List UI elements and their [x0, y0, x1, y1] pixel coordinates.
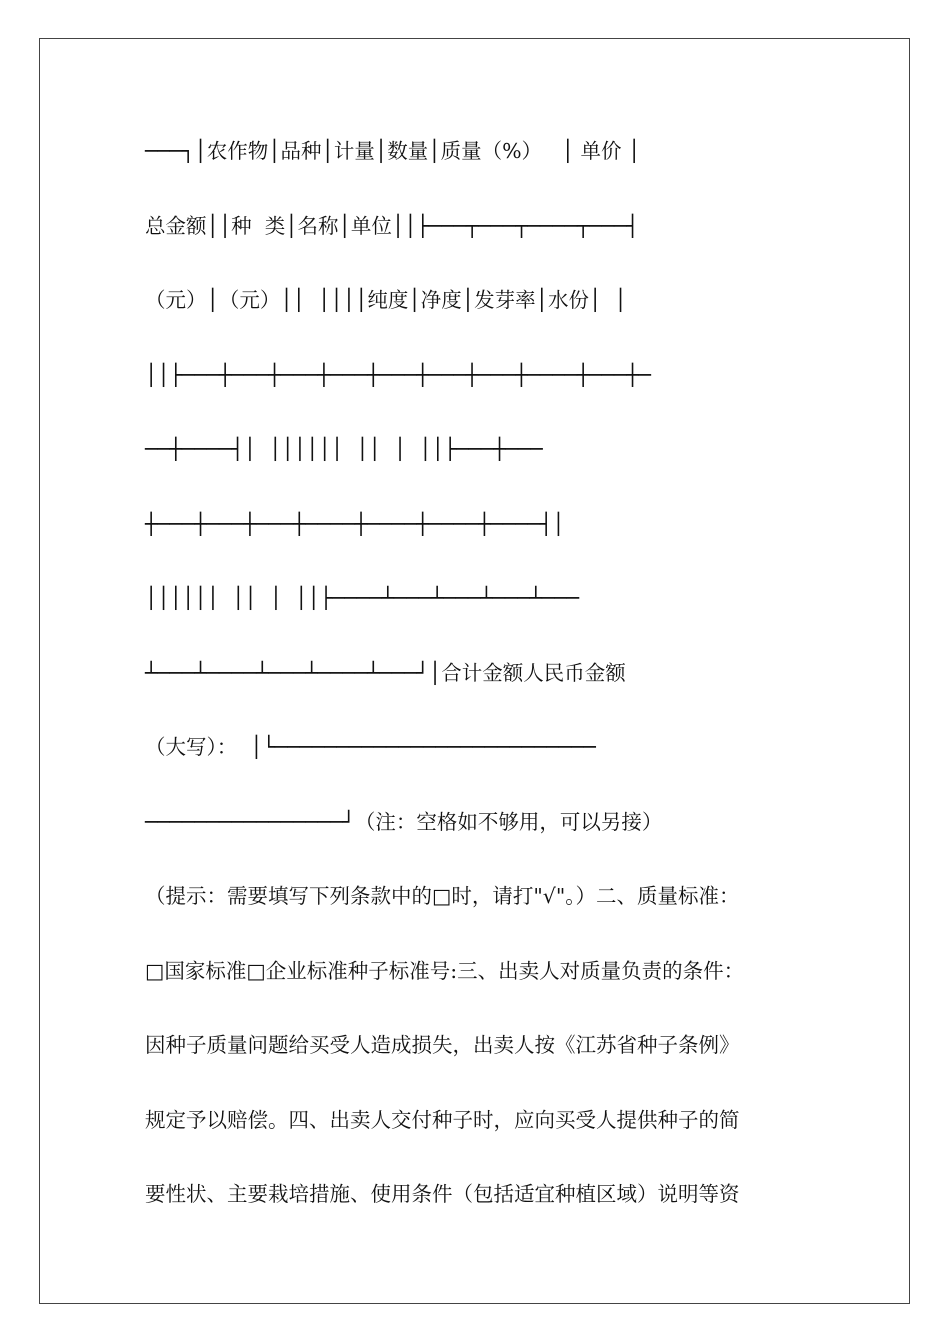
table-line-7: ││││││ ││ │ ││├────┴───┴───┴───┴─── [145, 586, 580, 610]
table-line-8: ┴───┴────┴───┴────┴───┘│合计金额人民币金额 [145, 660, 626, 685]
paragraph-line-12: □国家标准□企业标准种子标准号:三、出卖人对质量负责的条件： [145, 958, 745, 983]
document-body [145, 134, 805, 1252]
paragraph-line-13: 因种子质量问题给买受人造成损失，出卖人按《江苏省种子条例》 [145, 1033, 740, 1057]
paragraph-line-15: 要性状、主要栽培措施、使用条件（包括适宜种植区域）说明等资 [145, 1182, 740, 1206]
table-line-6: ┼───┼───┼───┼────┼────┼────┼────┤│ [145, 511, 565, 536]
table-line-5: ──┼────┤│ ││││││ ││ │ ││├───┼─── [145, 437, 543, 461]
table-line-1: ───┐│农作物│品种│计量│数量│质量（%） │ 单价 │ [145, 139, 641, 163]
paragraph-line-14: 规定予以赔偿。四、出卖人交付种子时，应向买受人提供种子的简 [145, 1107, 740, 1132]
table-line-4: ││├───┼───┼───┼───┼───┼───┼───┼────┼───┼─ [145, 362, 652, 387]
table-line-10: ────────────────┘（注：空格如不够用，可以另接） [145, 809, 663, 834]
table-line-3: （元）│（元）││ ││││纯度│净度│发芽率│水份│ │ [145, 288, 627, 312]
paragraph-line-11: （提示：需要填写下列条款中的□时，请打"√"。）二、质量标准： [145, 884, 740, 908]
table-line-9: （大写）： │└────────────────────────── [145, 735, 596, 759]
table-line-2: 总金额││种 类│名称│单位││├───┬───┬────┬───┤ [145, 213, 639, 238]
